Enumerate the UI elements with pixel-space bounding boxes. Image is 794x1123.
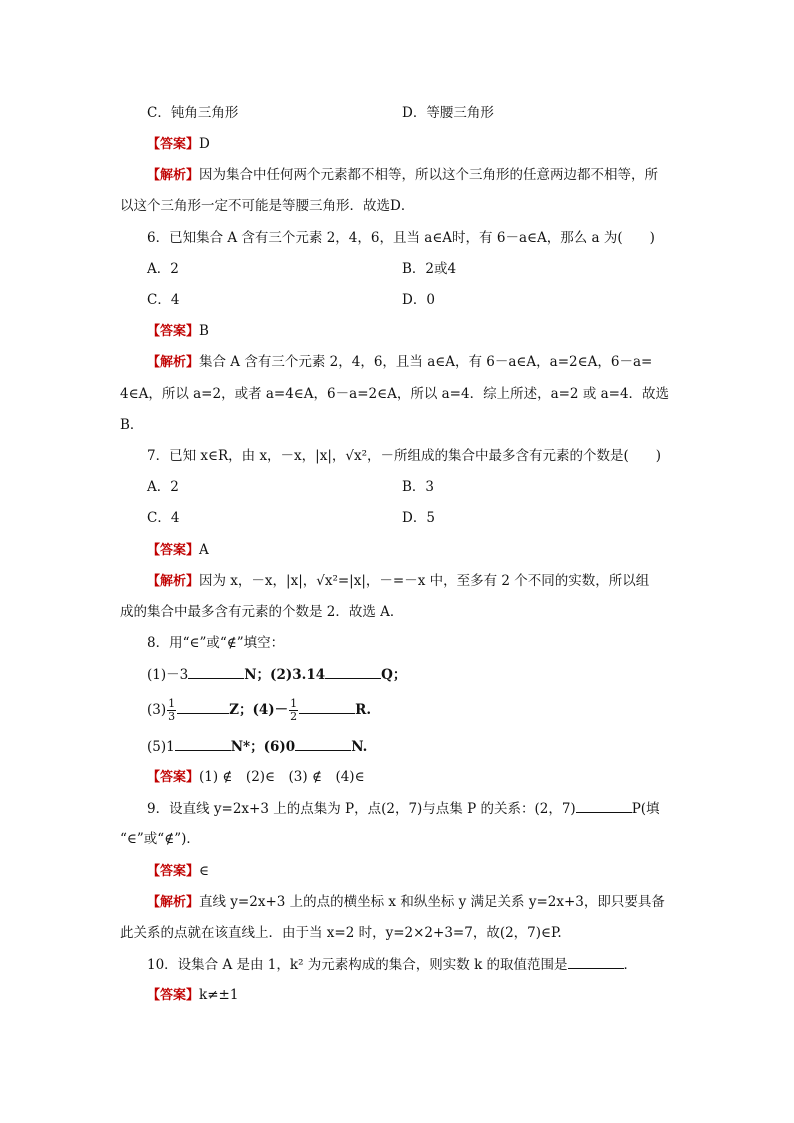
option-d: D．等腰三角形 — [402, 105, 494, 121]
analysis-q9-cont: 此关系的点就在该直线上．由于当 x=2 时，y=2×2+3=7，故(2，7)∈P. — [120, 925, 562, 941]
fill-blank — [299, 699, 355, 714]
q7-option-b: B．3 — [402, 479, 435, 495]
question-6: 6．已知集合 A 含有三个元素 2，4，6，且当 a∈A时，有 6－a∈A，那么 a 为( ) — [147, 230, 655, 246]
q6-option-d: D．0 — [402, 292, 435, 308]
fraction: $\frac{1}{2}$ — [290, 697, 298, 723]
q8-row-1: (1)－3 N；(2)3.14 Q； — [147, 664, 406, 685]
fill-blank — [568, 954, 624, 969]
fill-blank — [576, 798, 632, 813]
fraction: $\frac{1}{3}$ — [168, 697, 176, 723]
answer-q7: 【答案】A — [147, 542, 209, 558]
q7-option-a: A．2 — [147, 479, 179, 495]
answer-q8: 【答案】(1) ∉ (2)∈ (3) ∉ (4)∈ — [147, 769, 365, 785]
fill-blank — [188, 664, 244, 679]
analysis-q6-end: B． — [120, 417, 144, 433]
fill-blank — [177, 699, 229, 714]
q6-option-a: A．2 — [147, 261, 179, 277]
analysis-q9: 【解析】直线 y=2x+3 上的点的横坐标 x 和纵坐标 y 满足关系 y=2x+3，即只要具备 — [147, 894, 665, 910]
fill-blank — [295, 736, 351, 751]
analysis-q7-cont: 成的集合中最多含有元素的个数是 2．故选 A． — [120, 604, 404, 620]
q7-option-d: D．5 — [402, 510, 435, 526]
fill-blank — [325, 664, 381, 679]
question-9-cont: “∈”或“∉”)． — [120, 831, 200, 847]
analysis-q6: 【解析】集合 A 含有三个元素 2，4，6，且当 a∈A，有 6－a∈A，a=2∈A，6－a= — [147, 354, 653, 370]
answer-q6: 【答案】B — [147, 323, 209, 339]
answer-q10: 【答案】k≠±1 — [147, 987, 239, 1003]
question-7: 7．已知 x∈R，由 x，－x，|x|，√x²，－所组成的集合中最多含有元素的个数是( ) — [147, 448, 662, 464]
q8-row-2: (3) $\frac{1}{3}$ Z；(4)－ $\frac{1}{2}$ R. — [147, 697, 372, 723]
q6-option-b: B．2或4 — [402, 261, 457, 277]
option-c: C．钝角三角形 — [147, 105, 239, 121]
fill-blank — [175, 736, 231, 751]
question-8: 8．用“∈”或“∉”填空： — [147, 635, 285, 651]
question-9: 9．设直线 y=2x+3 上的点集为 P，点(2，7)与点集 P 的关系：(2，7) P(填 — [147, 798, 660, 819]
question-10: 10．设集合 A 是由 1，k² 为元素构成的集合，则实数 k 的取值范围是 ． — [147, 954, 637, 975]
analysis-q6-cont: 4∈A，所以 a=2，或者 a=4∈A，6－a=2∈A，所以 a=4．综上所述，a=2 或 a=4．故选 — [120, 386, 670, 402]
q7-option-c: C．4 — [147, 510, 180, 526]
q8-row-3: (5)1 N*；(6)0 N. — [147, 736, 367, 757]
answer-q5: 【答案】D — [147, 136, 210, 152]
q6-option-c: C．4 — [147, 292, 180, 308]
answer-q9: 【答案】∈ — [147, 863, 210, 879]
analysis-q7: 【解析】因为 x，－x，|x|，√x²=|x|，－=－x 中，至多有 2 个不同的实数，所以组 — [147, 573, 650, 589]
analysis-q5-cont: 以这个三角形一定不可能是等腰三角形．故选D． — [120, 198, 415, 214]
analysis-q5: 【解析】因为集合中任何两个元素都不相等，所以这个三角形的任意两边都不相等，所 — [147, 167, 659, 183]
